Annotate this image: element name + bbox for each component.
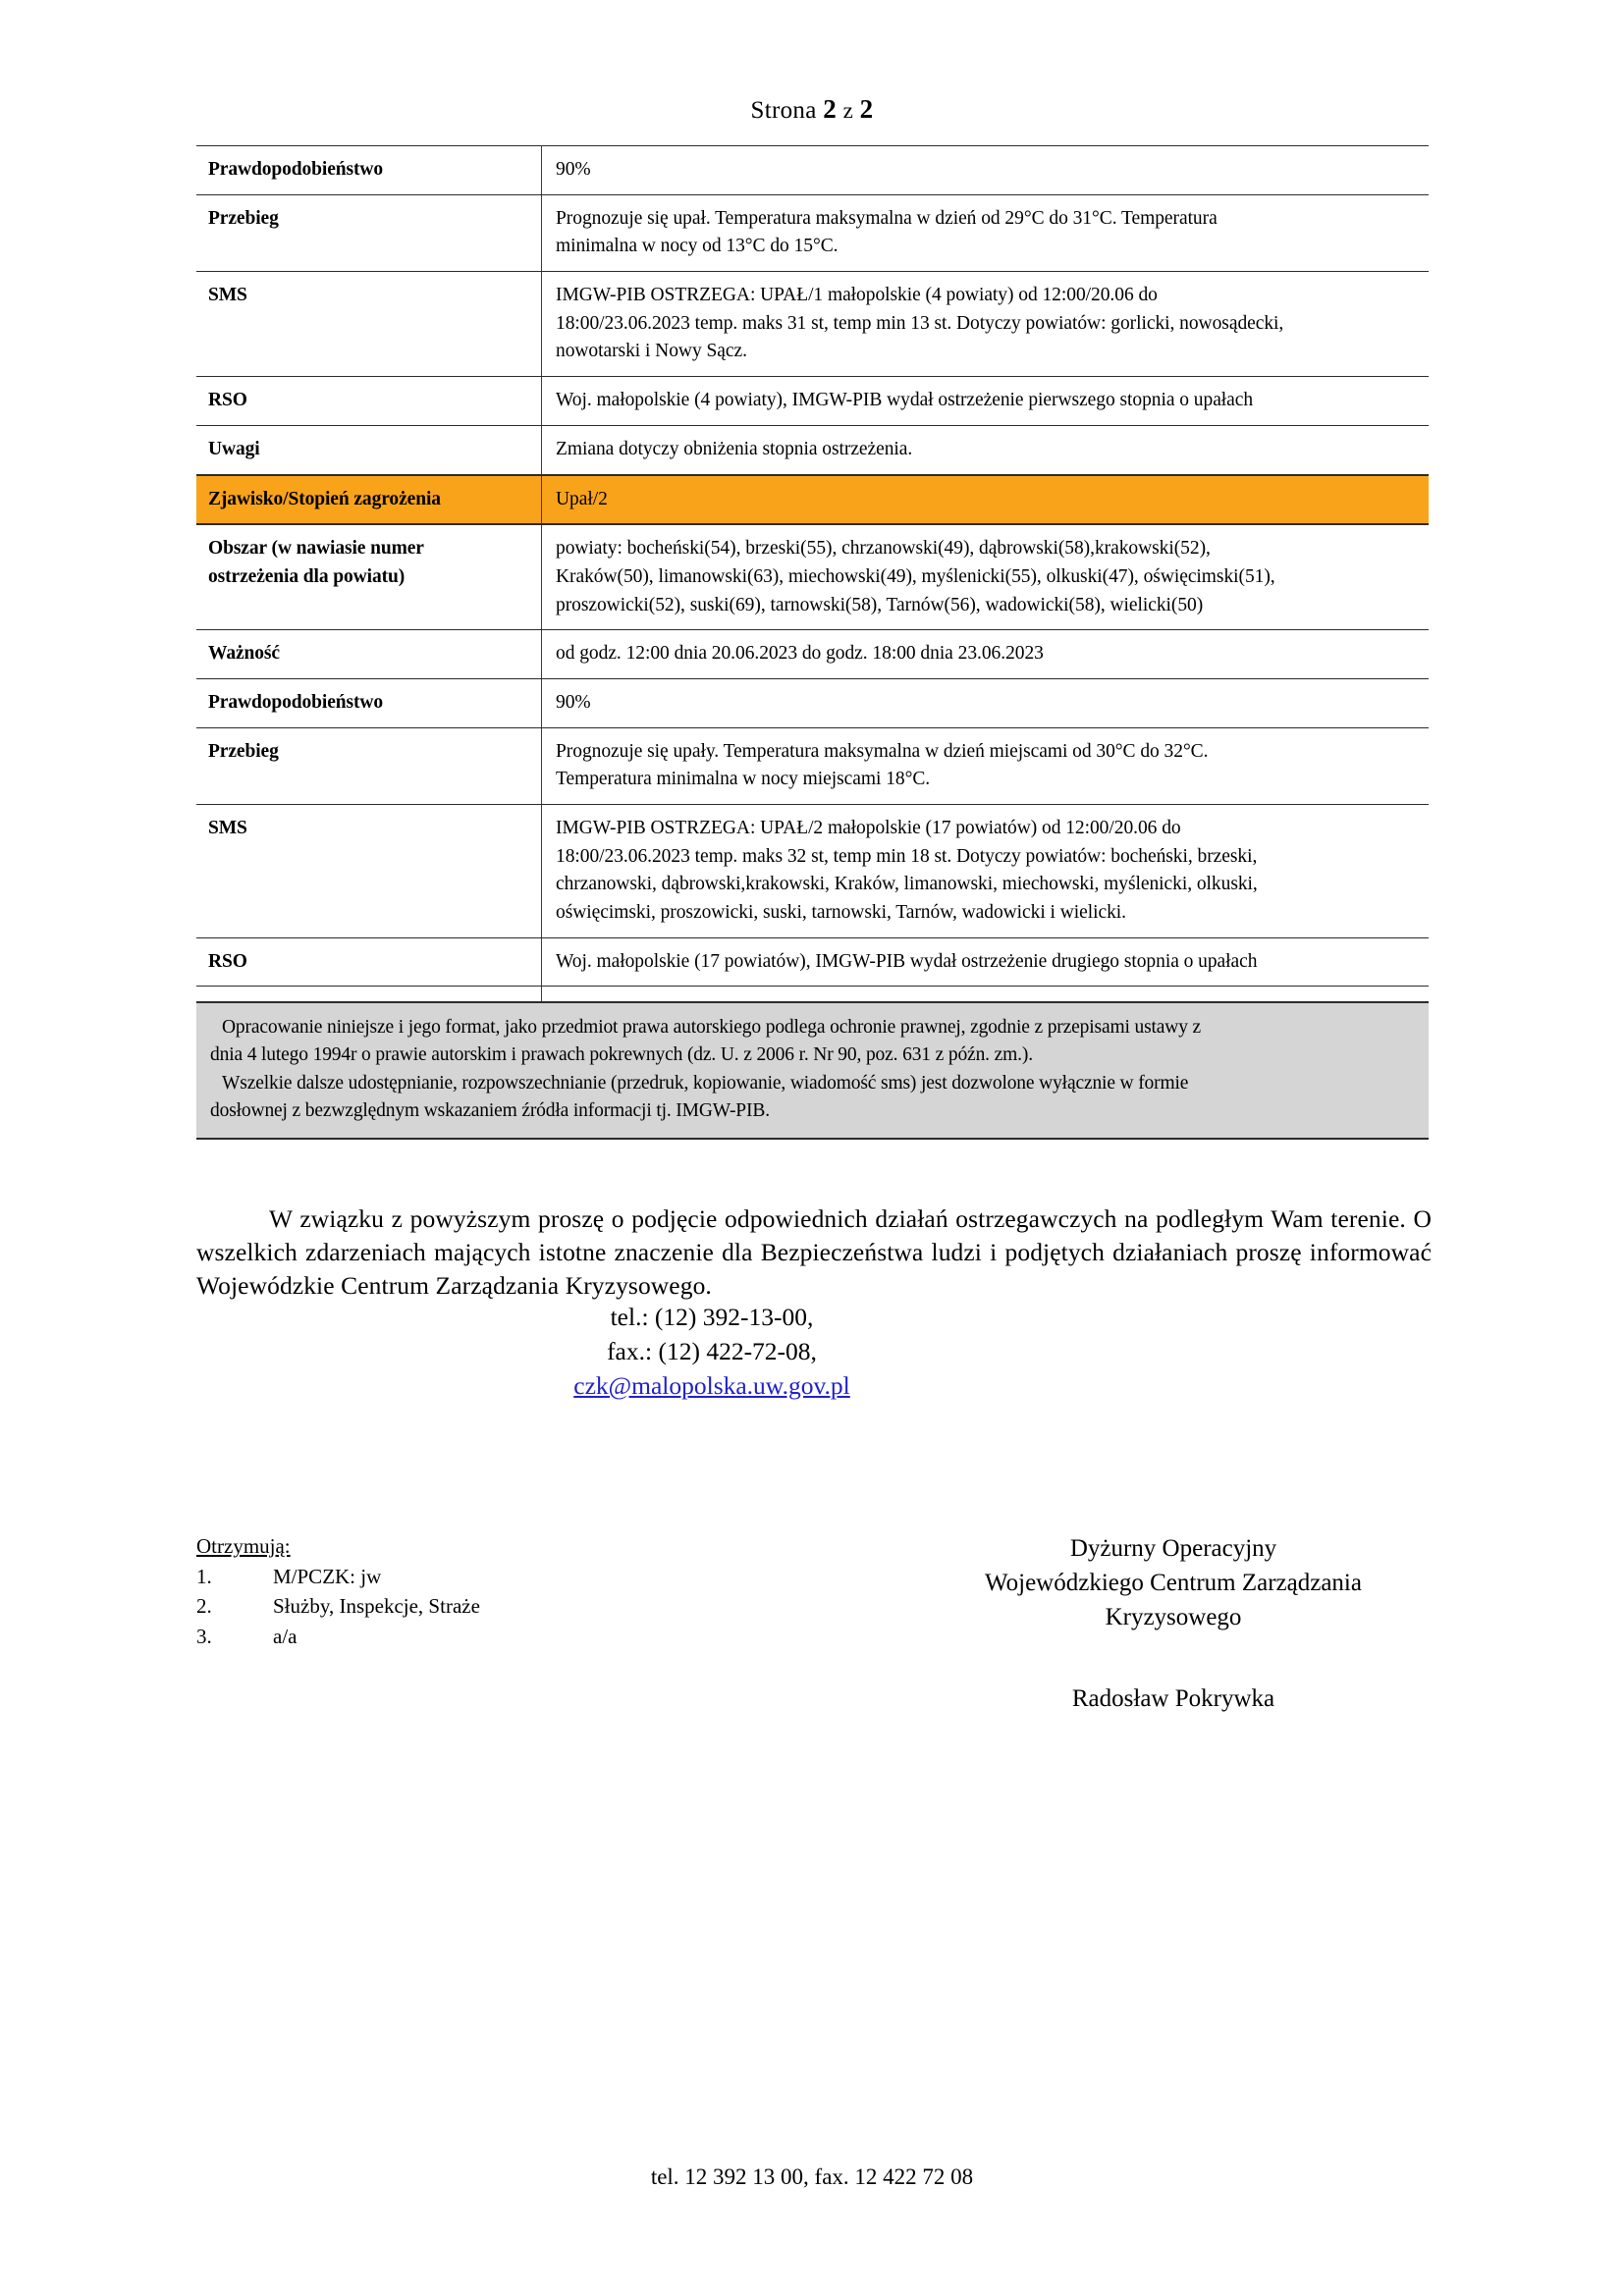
table-row <box>196 524 1429 630</box>
copyright-line: Wszelkie dalsze udostępnianie, rozpowszechnianie (przedruk, kopiowanie, wiadomość sms) jest dozwolone wyłącznie w formie <box>222 1072 1189 1094</box>
signature-role-line-1: Dyżurny Operacyjny <box>1069 1535 1277 1562</box>
table-row-label-line: Przebieg <box>208 207 279 229</box>
table-row-value-line: oświęcimski, proszowicki, suski, tarnowski, Tarnów, wadowicki i wielicki. <box>556 902 1126 924</box>
table-row-value <box>542 194 1430 271</box>
table-row-label <box>196 475 542 525</box>
table-row-label-line: ostrzeżenia dla powiatu) <box>208 565 406 587</box>
email-line <box>196 1369 1227 1404</box>
signature-block <box>943 1531 1404 1716</box>
table-row-value-line: od godz. 12:00 dnia 20.06.2023 do godz. 18:00 dnia 23.06.2023 <box>556 643 1044 665</box>
telephone-line: tel.: (12) 392-13-00, <box>610 1303 814 1331</box>
table-row-value-line: minimalna w nocy od 13°C do 15°C. <box>556 236 839 257</box>
signature-name: Radosław Pokrywka <box>1071 1685 1275 1712</box>
table-row-value-line: Kraków(50), limanowski(63), miechowski(49), myślenicki(55), olkuski(47), oświęcimski(51), <box>556 565 1275 587</box>
list-item-index: 1. <box>196 1565 212 1589</box>
contact-block <box>196 1301 1227 1404</box>
table-row-value <box>542 272 1430 377</box>
table-row-value-line: Woj. małopolskie (4 powiaty), IMGW-PIB wydał ostrzeżenie pierwszego stopnia o upałach <box>556 390 1254 411</box>
list-item <box>196 1591 480 1621</box>
copyright-line: dnia 4 lutego 1994r o prawie autorskim i prawach pokrewnych (dz. U. z 2006 r. Nr 90, poz. 631 z późn. zm.). <box>210 1044 1033 1066</box>
table-row <box>196 805 1429 938</box>
table-row-label-line: RSO <box>208 390 247 411</box>
table-row-value <box>542 937 1430 987</box>
table-row-label-line: Obszar (w nawiasie numer <box>208 538 424 560</box>
table-row <box>196 272 1429 377</box>
table-row-value <box>542 524 1430 630</box>
table-row-value-line: proszowicki(52), suski(69), tarnowski(58), Tarnów(56), wadowicki(58), wielicki(50) <box>556 594 1204 615</box>
table-row-value <box>542 146 1430 195</box>
table-row-value-line: Zmiana dotyczy obniżenia stopnia ostrzeżenia. <box>556 438 913 459</box>
table-row-label-line: RSO <box>208 950 247 972</box>
page-header-prefix: Strona <box>750 97 817 124</box>
weather-warning-table <box>196 145 1429 1036</box>
copyright-note <box>196 1001 1429 1140</box>
table-row <box>196 727 1429 804</box>
table-row-value-line: 18:00/23.06.2023 temp. maks 31 st, temp min 13 st. Dotyczy powiatów: gorlicki, nowosądecki, <box>556 312 1284 334</box>
table-row-label-line: SMS <box>208 285 247 306</box>
table-row-value-line: powiaty: bocheński(54), brzeski(55), chrzanowski(49), dąbrowski(58),krakowski(52), <box>556 538 1211 560</box>
table-row-value-line: Prognozuje się upał. Temperatura maksymalna w dzień od 29°C do 31°C. Temperatura <box>556 207 1218 229</box>
table-row <box>196 146 1429 195</box>
list-item <box>196 1622 480 1651</box>
table-row-value <box>542 377 1430 426</box>
table-row-label <box>196 630 542 679</box>
page-header-current: 2 <box>823 94 837 124</box>
table-row-label <box>196 272 542 377</box>
signature-role-line-3: Kryzysowego <box>1105 1604 1242 1630</box>
table-row-value-line: chrzanowski, dąbrowski,krakowski, Kraków, limanowski, miechowski, myślenicki, olkuski, <box>556 874 1258 895</box>
table-row-label-line: Uwagi <box>208 438 260 459</box>
recipients-list-body <box>196 1562 480 1651</box>
table-row-label <box>196 727 542 804</box>
page-header-total: 2 <box>859 94 874 124</box>
table-row-value-line: IMGW-PIB OSTRZEGA: UPAŁ/1 małopolskie (4 powiaty) od 12:00/20.06 do <box>556 285 1158 306</box>
list-item-text: M/PCZK: jw <box>273 1565 382 1589</box>
table-row-value <box>542 678 1430 727</box>
page-header-separator: z <box>842 98 854 123</box>
body-paragraph-text: W związku z powyższym proszę o podjęcie odpowiednich działań ostrzegawczych na podległym Wam terenie. O wszelkich zdarzeniach mających istotne znaczenie dla Bezpieczeństwa ludzi i podjętych działaniach proszę informować Wojewódzkie Centrum Zarządzania Kryzysowego. <box>196 1204 1432 1301</box>
table-row-value-line: nowotarski i Nowy Sącz. <box>556 341 747 362</box>
table-row <box>196 194 1429 271</box>
table-row-label-line: Prawdopodobieństwo <box>208 691 384 713</box>
list-item-text: a/a <box>273 1624 298 1648</box>
table-row-label-line: Zjawisko/Stopień zagrożenia <box>208 488 441 509</box>
page-footer-text: tel. 12 392 13 00, fax. 12 422 72 08 <box>650 2164 974 2189</box>
fax-line: fax.: (12) 422-72-08, <box>607 1336 817 1365</box>
table-row <box>196 630 1429 679</box>
table-row-value-line: Upał/2 <box>556 488 608 509</box>
table-row <box>196 377 1429 426</box>
table-row-value-line: IMGW-PIB OSTRZEGA: UPAŁ/2 małopolskie (17 powiatów) od 12:00/20.06 do <box>556 818 1181 838</box>
table-row-label <box>196 937 542 987</box>
table-row-label <box>196 194 542 271</box>
table-row-value-line: 18:00/23.06.2023 temp. maks 32 st, temp min 18 st. Dotyczy powiatów: bocheński, brzeski, <box>556 845 1258 867</box>
table-row-value <box>542 475 1430 525</box>
table-row-label <box>196 146 542 195</box>
copyright-line: dosłownej z bezwzględnym wskazaniem źródła informacji tj. IMGW-PIB. <box>210 1099 770 1121</box>
table-row-label-line: Ważność <box>208 643 280 665</box>
table-row-value <box>542 630 1430 679</box>
table-row-label-line: Przebieg <box>208 740 279 762</box>
table-row-label <box>196 805 542 938</box>
table-row-value-line: Temperatura minimalna w nocy miejscami 18°C. <box>556 769 931 790</box>
table-row-label <box>196 377 542 426</box>
table-row <box>196 937 1429 987</box>
copyright-line: Opracowanie niniejsze i jego format, jako przedmiot prawa autorskiego podlega ochronie prawnej, zgodnie z przepisami ustawy z <box>222 1017 1202 1038</box>
table-row-value-line: Prognozuje się upały. Temperatura maksymalna w dzień miejscami od 30°C do 32°C. <box>556 740 1209 762</box>
recipients-block <box>196 1531 480 1651</box>
table-row-value-line: 90% <box>556 159 591 180</box>
table-row-label-line: Prawdopodobieństwo <box>208 159 384 180</box>
table-row-value <box>542 727 1430 804</box>
page-header <box>0 94 1624 125</box>
table-row-label <box>196 524 542 630</box>
list-item-index: 3. <box>196 1624 212 1648</box>
table-row-value <box>542 425 1430 474</box>
page-footer <box>0 2164 1624 2190</box>
recipients-title: Otrzymują: <box>196 1534 291 1558</box>
table-row-label-line: SMS <box>208 818 247 838</box>
list-item-text: Służby, Inspekcje, Straże <box>273 1594 480 1619</box>
table-row-value-line: 90% <box>556 691 591 713</box>
body-paragraph <box>196 1202 1432 1303</box>
table-row <box>196 678 1429 727</box>
table-row-label <box>196 678 542 727</box>
recipients-list <box>196 1562 480 1651</box>
table-row <box>196 425 1429 474</box>
list-item-index: 2. <box>196 1594 212 1619</box>
table-row <box>196 475 1429 525</box>
table-row-label <box>196 425 542 474</box>
email-link[interactable]: czk@malopolska.uw.gov.pl <box>573 1370 850 1400</box>
warning-table-body <box>196 146 1429 1036</box>
list-item <box>196 1562 480 1591</box>
table-row-value-line: Woj. małopolskie (17 powiatów), IMGW-PIB wydał ostrzeżenie drugiego stopnia o upałach <box>556 950 1258 972</box>
table-row-value <box>542 805 1430 938</box>
signature-role-line-2: Wojewódzkiego Centrum Zarządzania <box>985 1570 1362 1596</box>
